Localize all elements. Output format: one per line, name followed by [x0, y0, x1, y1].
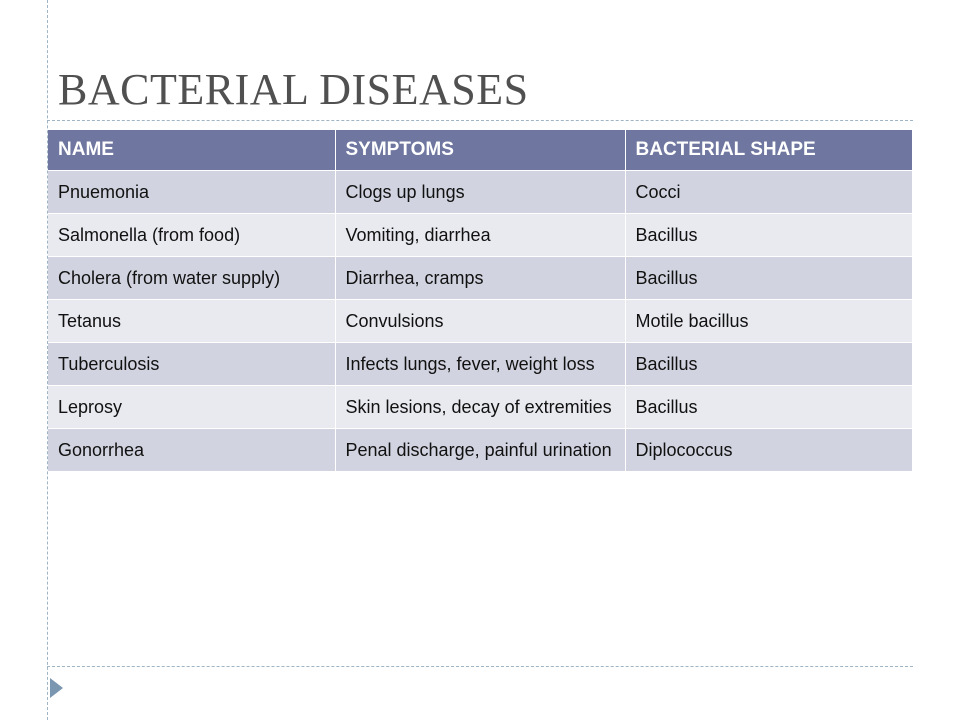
cell-shape: Diplococcus [625, 429, 912, 472]
cell-symptoms: Skin lesions, decay of extremities [335, 386, 625, 429]
cell-name: Leprosy [48, 386, 335, 429]
cell-shape: Motile bacillus [625, 300, 912, 343]
table-row [48, 343, 912, 386]
table-row [48, 429, 912, 472]
cell-name: Pnuemonia [48, 171, 335, 214]
header-symptoms: SYMPTOMS [335, 130, 625, 171]
cell-name: Gonorrhea [48, 429, 335, 472]
slide-title: BACTERIAL DISEASES [58, 65, 529, 114]
cell-name: Tetanus [48, 300, 335, 343]
cell-symptoms: Vomiting, diarrhea [335, 214, 625, 257]
cell-name: Cholera (from water supply) [48, 257, 335, 300]
cell-symptoms: Infects lungs, fever, weight loss [335, 343, 625, 386]
cell-shape: Bacillus [625, 343, 912, 386]
table-row [48, 257, 912, 300]
table-row [48, 386, 912, 429]
table-header-row [48, 130, 912, 171]
bottom-dotted-divider [47, 666, 913, 667]
table-row [48, 171, 912, 214]
cell-symptoms: Convulsions [335, 300, 625, 343]
cell-symptoms: Diarrhea, cramps [335, 257, 625, 300]
header-bacterial-shape: BACTERIAL SHAPE [625, 130, 912, 171]
cell-name: Tuberculosis [48, 343, 335, 386]
triangle-right-icon [50, 678, 63, 698]
cell-shape: Bacillus [625, 257, 912, 300]
cell-symptoms: Penal discharge, painful urination [335, 429, 625, 472]
cell-symptoms: Clogs up lungs [335, 171, 625, 214]
header-name: NAME [48, 130, 335, 171]
cell-shape: Cocci [625, 171, 912, 214]
table-row [48, 300, 912, 343]
bacterial-diseases-table [48, 130, 912, 472]
cell-name: Salmonella (from food) [48, 214, 335, 257]
cell-shape: Bacillus [625, 214, 912, 257]
table-row [48, 214, 912, 257]
cell-shape: Bacillus [625, 386, 912, 429]
title-dotted-divider [47, 120, 913, 121]
